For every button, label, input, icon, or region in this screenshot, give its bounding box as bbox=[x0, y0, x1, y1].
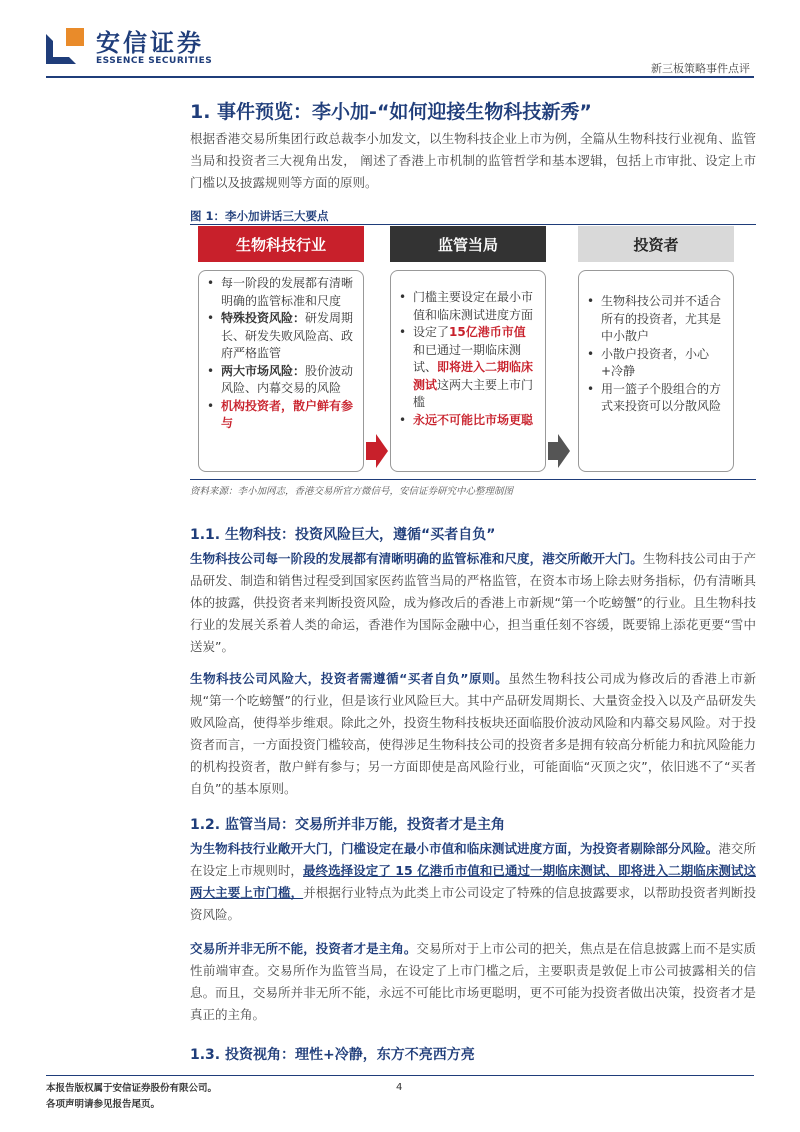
section-1-2-title: 1.2. 监管当局：交易所并非万能，投资者才是主角 bbox=[190, 817, 505, 833]
footer-line-1: 本报告版权属于安信证券股份有限公司。 bbox=[46, 1083, 218, 1094]
section-1-intro: 根据香港交易所集团行政总裁李小加发文，以生物科技企业上市为例，全篇从生物科技行业视角、监管当局和投资者三大视角出发， 阐述了香港上市机制的监管哲学和基本逻辑，包括上市审批、设定上市门槛以及披露规则等方面的原则。 bbox=[190, 131, 756, 190]
col-industry-body bbox=[198, 270, 364, 472]
investor-item-1: • 生物科技公司并不适合所有的投资者，尤其是中小散户 bbox=[587, 293, 725, 346]
logo-en-text: ESSENCE SECURITIES bbox=[96, 56, 213, 66]
regulator-item-3: • 永远不可能比市场更聪 bbox=[399, 412, 537, 430]
company-logo bbox=[46, 28, 212, 68]
section-1-title: 1. 事件预览：李小加-“如何迎接生物科技新秀” bbox=[190, 101, 592, 123]
investor-item-3: • 用一篮子个股组合的方式来投资可以分散风险 bbox=[587, 381, 725, 416]
industry-item-2: • 特殊投资风险：研发周期长、研发失败风险高、政府严格监管 bbox=[207, 310, 355, 363]
col-regulator-header: 监管当局 bbox=[390, 226, 546, 262]
industry-item-1: • 每一阶段的发展都有清晰明确的监管标准和尺度 bbox=[207, 275, 355, 310]
figure-bottom-rule bbox=[190, 479, 756, 480]
logo-cn-text: 安信证券 bbox=[96, 29, 204, 57]
figure-three-points bbox=[190, 226, 756, 478]
footer-divider bbox=[46, 1075, 754, 1076]
page-number: 4 bbox=[396, 1082, 403, 1093]
figure-source: 资料来源：李小加网志，香港交易所官方微信号，安信证券研究中心整理制图 bbox=[190, 486, 514, 497]
section-1-1-title: 1.1. 生物科技：投资风险巨大，遵循“买者自负” bbox=[190, 527, 496, 543]
logo-mark-icon bbox=[46, 28, 90, 68]
regulator-item-2: • 设定了15亿港币市值和已通过一期临床测试、即将进入二期临床测试这两大主要上市门槛 bbox=[399, 324, 537, 412]
footer-line-2: 各项声明请参见报告尾页。 bbox=[46, 1099, 161, 1110]
col-regulator-body bbox=[390, 270, 546, 472]
col-investor-header: 投资者 bbox=[578, 226, 734, 262]
section-1-2-para-2: 交易所并非无所不能，投资者才是主角。交易所对于上市公司的把关，焦点是在信息披露上而不是实质性前端审查。交易所作为监管当局，在设定了上市门槛之后，主要职责是敦促上市公司披露相关的信息。而且，交易所并非无所不能，永远不可能比市场更聪明，更不可能为投资者做出决策，投资者才是真正的主角。 bbox=[190, 941, 756, 1022]
figure-top-rule bbox=[190, 224, 756, 225]
report-type: 新三板策略事件点评 bbox=[651, 62, 750, 75]
header-divider bbox=[46, 76, 754, 78]
figure-title: 图 1：李小加讲话三大要点 bbox=[190, 209, 329, 223]
arrow-right-icon bbox=[366, 434, 388, 468]
figure-col-industry bbox=[198, 226, 364, 262]
footer-disclaimer bbox=[46, 1081, 217, 1113]
industry-item-3: • 两大市场风险：股价波动风险、内幕交易的风险 bbox=[207, 363, 355, 398]
figure-col-regulator bbox=[390, 226, 546, 262]
arrow-right-icon bbox=[548, 434, 570, 468]
section-1-3-title: 1.3. 投资视角：理性+冷静，东方不亮西方亮 bbox=[190, 1047, 475, 1063]
col-investor-body bbox=[578, 270, 734, 472]
col-industry-header: 生物科技行业 bbox=[198, 226, 364, 262]
section-1-1-para-2: 生物科技公司风险大，投资者需遵循“买者自负”原则。虽然生物科技公司成为修改后的香港上市新规“第一个吃螃蟹”的行业，但是该行业风险巨大。其中产品研发周期长、大量资金投入以及产品研发失败风险高，使得举步维艰。除此之外，投资生物科技板块还面临股价波动风险和内幕交易风险。对于投资者而言，一方面投资门槛较高，使得涉足生物科技公司的投资者多是拥有较高分析能力和抗风险能力的机构投资者，散户鲜有参与；另一方面即使是高风险行业，可能面临“灭顶之灾”，依旧逃不了“买者自负”的基本原则。 bbox=[190, 671, 756, 796]
section-1-2-para-1: 为生物科技行业敞开大门，门槛设定在最小市值和临床测试进度方面，为投资者剔除部分风险。港交所在设定上市规则时，最终选择设定了 15 亿港币市值和已通过一期临床测试、即将进入二期临床测试这两大主要上市门槛，并根据行业特点为此类上市公司设定了特殊的信息披露要求，以帮助投资者判断投资风险。 bbox=[190, 841, 756, 922]
investor-item-2: • 小散户投资者，小心+冷静 bbox=[587, 346, 725, 381]
section-1-1-para-1: 生物科技公司每一阶段的发展都有清晰明确的监管标准和尺度，港交所敞开大门。生物科技公司由于产品研发、制造和销售过程受到国家医药监管当局的严格监管，在资本市场上除去财务指标，仍有清晰具体的披露，供投资者来判断投资风险，成为修改后的香港上市新规“第一个吃螃蟹”的行业。且生物科技行业的发展关系着人类的命运，香港作为国际金融中心，担当重任刻不容缓，既要锦上添花更要“雪中送炭”。 bbox=[190, 551, 756, 654]
figure-col-investor bbox=[578, 226, 734, 262]
regulator-item-1: • 门槛主要设定在最小市值和临床测试进度方面 bbox=[399, 289, 537, 324]
industry-item-4: • 机构投资者，散户鲜有参与 bbox=[207, 398, 355, 433]
